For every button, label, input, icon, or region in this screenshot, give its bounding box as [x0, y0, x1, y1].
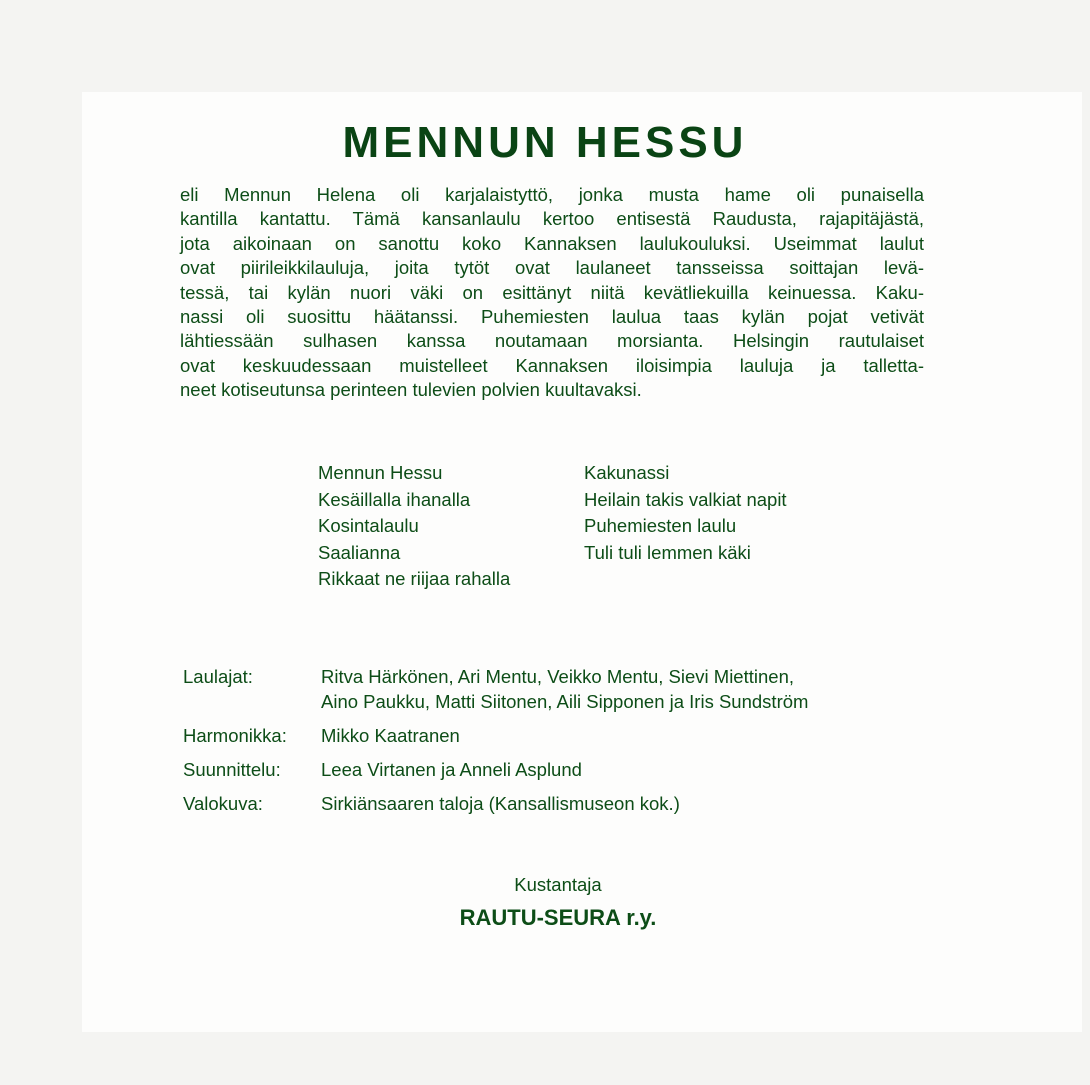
credit-label: Valokuva: — [183, 793, 263, 814]
intro-line: ovat piirileikkilauluja, joita tytöt ovat laulaneet tansseissa soittajan levä- — [180, 257, 924, 279]
publisher-label: Kustantaja — [514, 874, 602, 895]
credit-label: Suunnittelu: — [183, 759, 281, 780]
credit-line: Ritva Härkönen, Ari Mentu, Veikko Mentu, Sievi Miettinen, — [321, 666, 794, 687]
intro-line: ovat keskuudessaan muistelleet Kannaksen iloisimpia lauluja ja talletta- — [180, 354, 924, 376]
intro-line: jota aikoinaan on sanottu koko Kannaksen laulukouluksi. Useimmat laulut — [180, 232, 924, 254]
song-item: Rikkaat ne riijaa rahalla — [318, 568, 511, 589]
credit-label: Laulajat: — [183, 666, 253, 687]
credit-label: Harmonikka: — [183, 725, 287, 746]
intro-line: kantilla kantattu. Tämä kansanlaulu kertoo entisestä Raudusta, rajapitäjästä, — [180, 208, 924, 230]
intro-line: tessä, tai kylän nuori väki on esittänyt niitä kevätliekuilla keinuessa. Kaku- — [180, 281, 924, 303]
song-item: Mennun Hessu — [318, 462, 443, 483]
intro-line: eli Mennun Helena oli karjalaistyttö, jonka musta hame oli punaisella — [180, 184, 924, 205]
credit-line: Aino Paukku, Matti Siitonen, Aili Sipponen ja Iris Sundström — [321, 691, 809, 712]
song-item: Puhemiesten laulu — [584, 515, 737, 536]
publisher-name: RAUTU-SEURA r.y. — [459, 905, 657, 930]
song-item: Heilain takis valkiat napit — [584, 488, 787, 510]
credit-line: Mikko Kaatranen — [321, 725, 460, 746]
song-list-left — [318, 460, 510, 593]
credit-row-accordion — [183, 723, 808, 748]
intro-line: lähtiessään sulhasen kanssa noutamaan morsianta. Helsingin rautulaiset — [180, 330, 924, 352]
credit-value — [321, 664, 808, 714]
song-item: Kosintalaulu — [318, 515, 419, 536]
intro-line: neet kotiseutunsa perinteen tulevien polvien kuultavaksi. — [180, 379, 642, 401]
credit-line: Sirkiänsaaren taloja (Kansallismuseon kok.) — [321, 793, 680, 814]
song-item: Saalianna — [318, 541, 401, 563]
intro-line: nassi oli suosittu häätanssi. Puhemiesten laulua taas kylän pojat vetivät — [180, 306, 924, 328]
intro-paragraph — [180, 183, 924, 403]
credit-line: Leea Virtanen ja Anneli Asplund — [321, 759, 582, 780]
credit-row-singers — [183, 664, 808, 714]
song-item: Tuli tuli lemmen käki — [584, 541, 751, 563]
page-title: MENNUN HESSU — [342, 118, 748, 167]
song-item: Kakunassi — [584, 462, 670, 483]
credit-row-photo — [183, 791, 808, 816]
credit-row-design — [183, 757, 808, 782]
song-item: Kesäillalla ihanalla — [318, 488, 471, 510]
credits — [183, 664, 808, 825]
song-list-right — [584, 460, 787, 566]
